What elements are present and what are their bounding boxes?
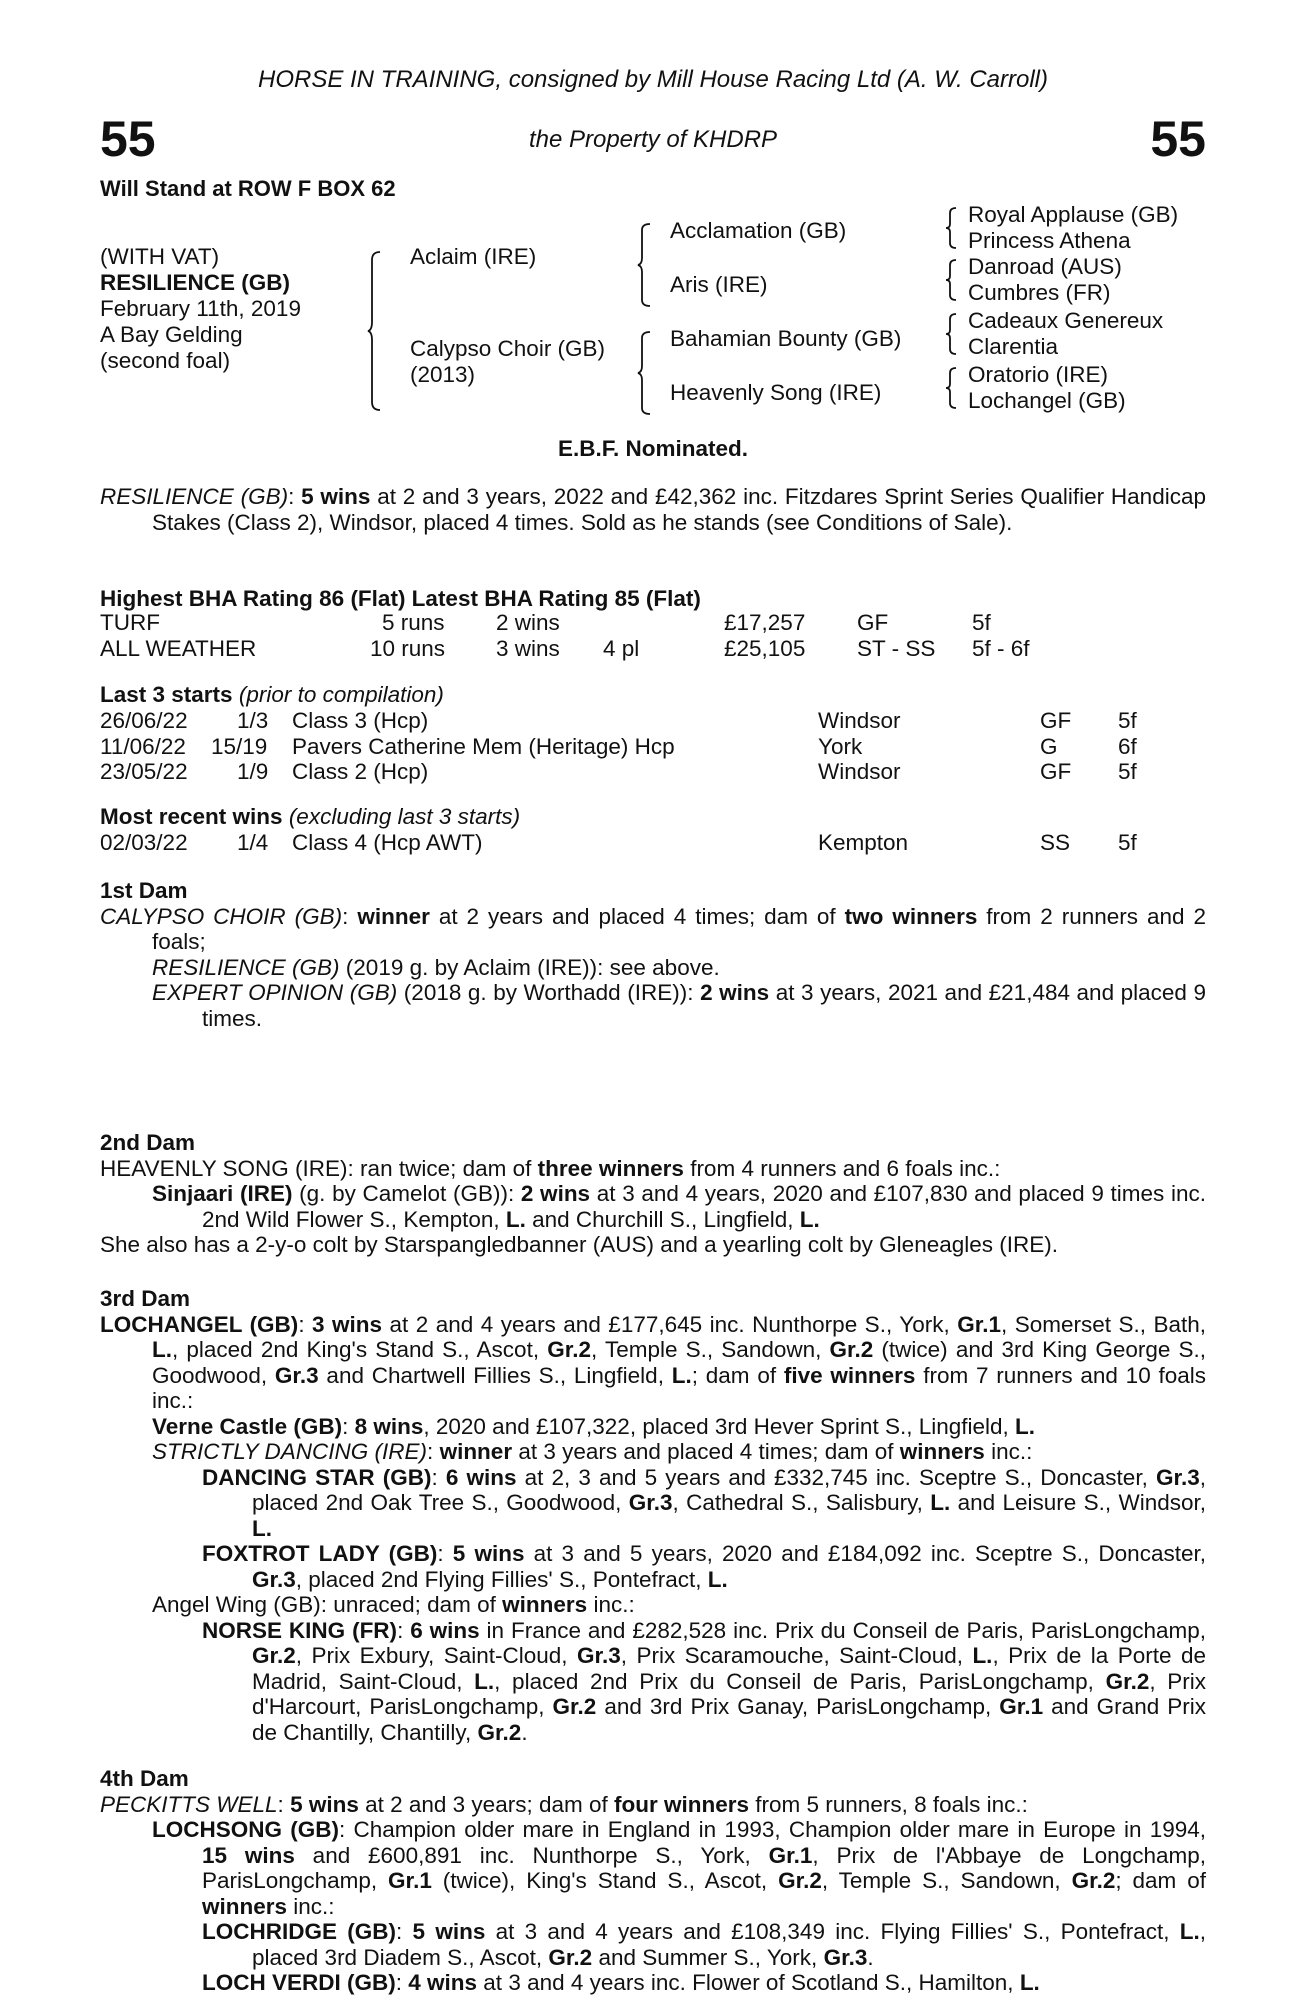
txt: 2 wins (520, 1181, 591, 1206)
also-note: She also has a 2-y-o colt by Starspangledbanner (AUS) and a yearling colt by Gleneagles (IRE). (100, 1232, 1059, 1257)
txt: . (521, 1719, 528, 1745)
txt: at 3 and 4 years inc. Flower of Scotland S., Hamilton, (477, 1970, 1020, 1995)
txt: Gr.3 (1155, 1464, 1200, 1490)
txt: : Champion older mare in England in 1993, Champion older mare in Europe in 1994, (338, 1817, 1206, 1842)
txt: : (396, 1919, 413, 1944)
txt: , placed 2nd King's Stand S., Ascot, (172, 1337, 548, 1362)
txt: , Prix Exbury, Saint-Cloud, (295, 1643, 577, 1668)
cell-surface: TURF (100, 610, 160, 635)
fourth-dam-section (100, 1766, 1206, 1996)
recent-table (100, 830, 1206, 856)
txt: , Prix de la Porte de Madrid, Saint-Cloud, (252, 1643, 1206, 1694)
txt: L. (707, 1566, 728, 1592)
property-line: the Property of KHDRP (528, 126, 778, 153)
txt: Gr.3 (252, 1566, 296, 1592)
txt: and 3rd Prix Ganay, ParisLongchamp, (596, 1694, 1000, 1719)
vat-note: (WITH VAT) (100, 244, 220, 269)
progeny-name: LOCHRIDGE (GB) (202, 1919, 397, 1944)
txt: and £600,891 inc. Nunthorpe S., York, (294, 1842, 769, 1868)
txt: Gr.3 (576, 1643, 621, 1668)
cell-distance: 5f (972, 610, 991, 635)
txt: 2 wins (700, 980, 770, 1005)
txt: L. (152, 1337, 172, 1362)
racing-summary: RESILIENCE (GB): 5 wins at 2 and 3 years, 2022 and £42,362 inc. Fitzdares Sprint Series Qualifier Handicap Stakes (Class 2), Windsor, placed 4 times. Sold as he stands (see Conditions of Sale). (100, 484, 1206, 535)
lot-number-right: 55 (1150, 111, 1206, 167)
txt: Gr.2 (552, 1694, 597, 1719)
txt: 3 wins (312, 1311, 383, 1337)
cell-date: 26/06/22 (100, 708, 188, 733)
txt: Gr.2 (547, 1337, 591, 1362)
progeny-name: Verne Castle (GB) (152, 1413, 343, 1439)
txt: , Somerset S., Bath, (1000, 1311, 1207, 1337)
txt: , 2020 and £107,322, placed 3rd Hever Sprint S., Lingfield, (423, 1413, 1016, 1439)
horse-dob: February 11th, 2019 (100, 296, 301, 321)
win-row (100, 830, 1206, 856)
txt: five winners (783, 1362, 916, 1388)
txt: L. (1015, 1413, 1036, 1439)
last3-table (100, 708, 1206, 785)
cell-prize: £25,105 (724, 635, 806, 661)
txt: from 2 runners and 2 foals; (152, 903, 1206, 954)
second-dam-section (100, 1130, 1206, 1258)
txt: winners (202, 1893, 288, 1919)
progeny-name: LOCH VERDI (GB) (202, 1970, 396, 1995)
ddd: Lochangel (GB) (968, 388, 1126, 413)
pedigree-bracket-ss (946, 208, 958, 248)
summary-horse-name: RESILIENCE (GB) (100, 484, 289, 509)
horse-description: A Bay Gelding (100, 322, 243, 347)
txt: Gr.1 (999, 1694, 1044, 1719)
summary-wins: 5 wins (301, 484, 371, 509)
txt: 8 wins (354, 1413, 424, 1439)
txt: : (395, 1970, 409, 1995)
sire-sire: Acclamation (GB) (670, 218, 847, 243)
pedigree-bracket-ds (946, 314, 958, 354)
txt: L. (799, 1206, 820, 1232)
txt: two winners (844, 903, 978, 929)
txt: ; dam of (1115, 1868, 1206, 1893)
sire: Aclaim (IRE) (410, 244, 537, 269)
txt: 15 wins (202, 1842, 295, 1868)
txt: L. (930, 1490, 951, 1515)
txt: 5 wins (412, 1919, 486, 1944)
sdd: Cumbres (FR) (968, 280, 1111, 305)
cell-placed: 4 pl (603, 635, 640, 661)
cell-position: 1/9 (237, 759, 269, 784)
cell-going: GF (857, 610, 889, 635)
career-row-aw (100, 636, 1206, 662)
txt: and Churchill S., Lingfield, (525, 1206, 800, 1232)
dam-sire: Bahamian Bounty (GB) (670, 326, 902, 351)
txt: L. (1179, 1919, 1200, 1944)
txt: (2019 g. by Aclaim (IRE)): see above. (339, 954, 720, 980)
txt: : (342, 1413, 355, 1439)
cell-position: 1/3 (237, 708, 269, 733)
txt: Gr.3 (628, 1490, 673, 1515)
consignor-line: HORSE IN TRAINING, consigned by Mill House Racing Ltd (A. W. Carroll) (258, 66, 1048, 93)
progeny-name: Sinjaari (IRE) (152, 1181, 293, 1206)
ebf-nominated: E.B.F. Nominated. (557, 436, 749, 461)
start-row (100, 734, 1206, 760)
txt: , Prix de l'Abbaye de Longchamp, ParisLongchamp, (202, 1842, 1206, 1893)
txt: : (277, 1791, 291, 1817)
txt: (2018 g. by Worthadd (IRE)): (397, 980, 701, 1005)
lot-number-left: 55 (100, 111, 156, 167)
fourth-dam-heading: 4th Dam (100, 1766, 189, 1791)
cell-wins: 3 wins (496, 635, 560, 661)
txt: , Prix Scaramouche, Saint-Cloud, (620, 1643, 973, 1668)
txt: Gr.2 (778, 1868, 822, 1893)
cell-going: G (1040, 733, 1058, 759)
cell-course: Kempton (818, 830, 909, 855)
txt: HEAVENLY SONG (IRE): ran twice; dam of (100, 1155, 538, 1181)
txt: from 4 runners and 6 foals inc.: (683, 1155, 1001, 1181)
career-table (100, 610, 1206, 661)
cell-distance: 5f - 6f (972, 635, 1030, 661)
progeny-name: FOXTROT LADY (GB) (202, 1541, 438, 1566)
txt: in France and £282,528 inc. Prix du Conseil de Paris, ParisLongchamp, (479, 1617, 1206, 1643)
dam-year: (2013) (410, 362, 476, 387)
txt: three winners (537, 1155, 684, 1181)
dam: Calypso Choir (GB) (410, 336, 606, 361)
cell-going: SS (1040, 830, 1071, 855)
txt: four winners (614, 1791, 750, 1817)
txt: and Grand Prix de Chantilly, Chantilly, (252, 1694, 1207, 1745)
progeny-name: NORSE KING (FR) (202, 1617, 398, 1643)
cell-distance: 5f (1118, 759, 1137, 784)
cell-runs: 5 runs (382, 610, 445, 635)
txt: L. (1019, 1970, 1040, 1995)
sss: Royal Applause (GB) (968, 202, 1179, 227)
sds: Danroad (AUS) (968, 254, 1122, 279)
txt: L. (972, 1643, 993, 1668)
cell-position: 15/19 (211, 733, 268, 759)
cell-race: Class 2 (Hcp) (292, 759, 429, 784)
txt: 5 wins (290, 1791, 359, 1817)
dam3-name: LOCHANGEL (GB) (100, 1311, 299, 1337)
cell-distance: 6f (1118, 733, 1137, 759)
txt: Gr.2 (1105, 1668, 1150, 1694)
cell-distance: 5f (1118, 830, 1137, 855)
txt: Gr.2 (477, 1719, 522, 1745)
recent-note: (excluding last 3 starts) (288, 804, 521, 829)
txt: winner (439, 1439, 513, 1464)
txt: Angel Wing (GB): unraced; dam of (152, 1592, 503, 1617)
txt: : (437, 1541, 453, 1566)
txt: : (431, 1464, 446, 1490)
progeny-name: RESILIENCE (GB) (152, 954, 340, 980)
txt: at 3 and 4 years, 2020 and £107,830 and placed 9 times inc. 2nd Wild Flower S., Kempton, (202, 1181, 1206, 1232)
txt: and Chartwell Fillies S., Lingfield, (318, 1362, 672, 1388)
txt: at 2 and 3 years; dam of (358, 1791, 614, 1817)
txt: (twice), King's Stand S., Ascot, (431, 1868, 779, 1893)
cell-course: Windsor (818, 759, 901, 784)
pedigree-bracket-dam (638, 332, 652, 414)
cell-race: Pavers Catherine Mem (Heritage) Hcp (292, 733, 675, 759)
txt: , placed 2nd Flying Fillies' S., Pontefract, (295, 1566, 708, 1592)
txt: winner (357, 903, 430, 929)
txt: (g. by Camelot (GB)): (292, 1181, 521, 1206)
txt: 6 wins (410, 1617, 480, 1643)
txt: winners (899, 1439, 985, 1464)
txt: and Leisure S., Windsor, (950, 1490, 1206, 1515)
txt: Gr.3 (274, 1362, 319, 1388)
ssd: Princess Athena (968, 228, 1131, 253)
cell-going: GF (1040, 759, 1072, 784)
pedigree-bracket-sd (946, 260, 958, 300)
txt: . (867, 1944, 874, 1970)
txt: Gr.2 (829, 1337, 874, 1362)
cell-race: Class 3 (Hcp) (292, 708, 429, 733)
last3-note: (prior to compilation) (238, 682, 444, 707)
txt: Gr.1 (388, 1868, 432, 1893)
txt: from 7 runners and 10 foals inc.: (152, 1362, 1207, 1413)
dss: Cadeaux Genereux (968, 308, 1164, 333)
recent-title: Most recent wins (100, 804, 283, 829)
txt: , Temple S., Sandown, (821, 1868, 1072, 1893)
dsd: Clarentia (968, 334, 1059, 359)
second-dam-heading: 2nd Dam (100, 1130, 196, 1155)
txt: (twice) and 3rd King George S., Goodwood, (152, 1337, 1207, 1388)
foal-note: (second foal) (100, 348, 231, 373)
txt: , Temple S., Sandown, (591, 1337, 830, 1362)
txt: Gr.1 (957, 1311, 1001, 1337)
cell-race: Class 4 (Hcp AWT) (292, 830, 483, 855)
cell-surface: ALL WEATHER (100, 635, 257, 661)
cell-going: ST - SS (857, 635, 936, 661)
cell-wins: 2 wins (496, 610, 560, 635)
txt: inc.: (287, 1893, 335, 1919)
txt: , placed 2nd Oak Tree S., Goodwood, (252, 1464, 1206, 1515)
pedigree-bracket-main (368, 252, 382, 410)
dam-dam: Heavenly Song (IRE) (670, 380, 882, 405)
txt: ; dam of (691, 1362, 784, 1388)
cell-distance: 5f (1118, 708, 1137, 733)
txt: , placed 2nd Prix du Conseil de Paris, ParisLongchamp, (494, 1668, 1106, 1694)
cell-course: Windsor (818, 708, 901, 733)
last3-title: Last 3 starts (100, 682, 233, 707)
cell-date: 23/05/22 (100, 759, 188, 784)
bha-ratings: Highest BHA Rating 86 (Flat) Latest BHA Rating 85 (Flat) (100, 586, 701, 611)
sire-dam: Aris (IRE) (670, 272, 768, 297)
recent-heading (100, 804, 520, 830)
txt: Gr.2 (548, 1944, 593, 1970)
summary-text: at 2 and 3 years, 2022 and £42,362 inc. Fitzdares Sprint Series Qualifier Handicap Stakes (Class 2), Windsor, placed 4 times. Sold as he stands (see Conditions of Sale). (152, 484, 1206, 535)
txt: L. (671, 1362, 692, 1388)
txt: and Summer S., York, (592, 1944, 824, 1970)
third-dam-section (100, 1286, 1206, 1745)
txt: 6 wins (445, 1464, 517, 1490)
progeny-name: DANCING STAR (GB) (202, 1464, 432, 1490)
txt: 5 wins (452, 1541, 525, 1566)
txt: : (298, 1311, 313, 1337)
txt: at 3 and 5 years, 2020 and £184,092 inc. Sceptre S., Doncaster, (524, 1541, 1206, 1566)
txt: , placed 3rd Diadem S., Ascot, (252, 1919, 1206, 1970)
progeny-name: EXPERT OPINION (GB) (152, 980, 398, 1005)
start-row (100, 708, 1206, 734)
txt: , Cathedral S., Salisbury, (672, 1490, 931, 1515)
txt: at 2 and 4 years and £177,645 inc. Nunthorpe S., York, (382, 1311, 958, 1337)
third-dam-heading: 3rd Dam (100, 1286, 191, 1311)
txt: at 2 years and placed 4 times; dam of (429, 903, 845, 929)
cell-date: 11/06/22 (100, 733, 186, 759)
txt: , Prix d'Harcourt, ParisLongchamp, (252, 1668, 1206, 1719)
txt: at 3 years and placed 4 times; dam of (512, 1439, 900, 1464)
txt: at 2, 3 and 5 years and £332,745 inc. Sceptre S., Doncaster, (516, 1464, 1156, 1490)
txt: Gr.2 (252, 1643, 296, 1668)
cell-prize: £17,257 (724, 610, 806, 635)
last3-heading (100, 682, 444, 708)
pedigree-bracket-dd (946, 368, 958, 408)
txt: L. (505, 1206, 526, 1232)
txt: winners (502, 1592, 588, 1617)
cell-date: 02/03/22 (100, 830, 188, 855)
txt: 4 wins (408, 1970, 478, 1995)
txt: Gr.2 (1071, 1868, 1116, 1893)
cell-course: York (818, 733, 863, 759)
dam4-name: PECKITTS WELL (100, 1791, 278, 1817)
stand-location: Will Stand at ROW F BOX 62 (100, 176, 396, 201)
txt: : (397, 1617, 411, 1643)
cell-position: 1/4 (237, 830, 269, 855)
first-dam-heading: 1st Dam (100, 878, 188, 903)
cell-going: GF (1040, 708, 1072, 733)
start-row (100, 759, 1206, 785)
txt: at 3 years, 2021 and £21,484 and placed 9 times. (202, 980, 1207, 1031)
txt: inc.: (587, 1592, 635, 1617)
txt: inc.: (984, 1439, 1033, 1464)
txt: Gr.3 (823, 1944, 868, 1970)
txt: L. (474, 1668, 495, 1694)
txt: at 3 and 4 years and £108,349 inc. Flying Fillies' S., Pontefract, (485, 1919, 1180, 1944)
dam1-name: CALYPSO CHOIR (GB) (100, 903, 343, 929)
pedigree-bracket-sire (638, 224, 652, 306)
cell-runs: 10 runs (370, 635, 446, 661)
txt: : (427, 1439, 440, 1464)
horse-name: RESILIENCE (GB) (100, 270, 291, 295)
txt: : (342, 903, 358, 929)
txt: from 5 runners, 8 foals inc.: (749, 1791, 1028, 1817)
dds: Oratorio (IRE) (968, 362, 1109, 387)
progeny-name: LOCHSONG (GB) (152, 1817, 339, 1842)
progeny-name: STRICTLY DANCING (IRE) (152, 1439, 428, 1464)
career-row-turf (100, 610, 1206, 636)
txt: Gr.1 (768, 1842, 813, 1868)
txt: L. (252, 1515, 272, 1541)
first-dam-section (100, 878, 1206, 1031)
